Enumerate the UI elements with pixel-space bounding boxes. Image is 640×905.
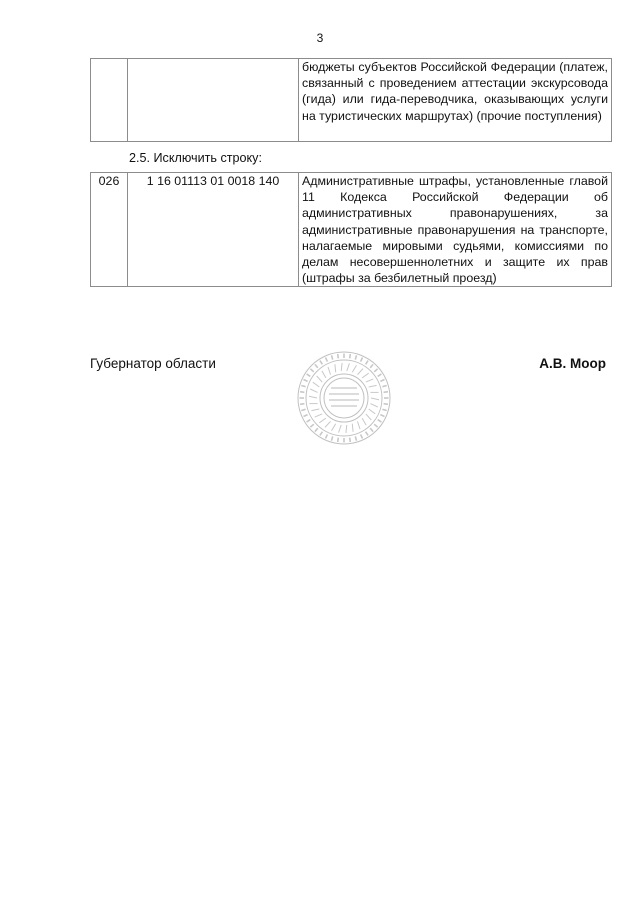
table-row bbox=[91, 59, 612, 142]
admin-code-cell bbox=[91, 59, 128, 142]
excluded-row-table bbox=[90, 172, 612, 287]
table-row bbox=[91, 173, 612, 287]
signatory-position: Губернатор области bbox=[90, 356, 216, 371]
description-cell: бюджеты субъектов Российской Федерации (платеж, связанный с проведением аттестации экскурсовода (гида) или гида-переводчика, оказывающих услуги на туристических маршрутах) (прочие поступления) bbox=[299, 59, 612, 142]
kbk-code-cell bbox=[128, 59, 299, 142]
kbk-code-cell: 1 16 01113 01 0018 140 bbox=[128, 173, 299, 287]
description-cell: Административные штрафы, установленные главой 11 Кодекса Российской Федерации об административных правонарушениях, за административные правонарушения на транспорте, налагаемые мировыми судьями, комиссиями по делам несовершеннолетних и защите их прав (штрафы за безбилетный проезд) bbox=[299, 173, 612, 287]
page-number: 3 bbox=[316, 31, 324, 45]
admin-code-cell: 026 bbox=[91, 173, 128, 287]
budget-table-continued bbox=[90, 58, 612, 142]
instruction-text: 2.5. Исключить строку: bbox=[129, 151, 262, 165]
official-seal-icon bbox=[296, 350, 392, 446]
signatory-name: А.В. Моор bbox=[539, 356, 606, 371]
